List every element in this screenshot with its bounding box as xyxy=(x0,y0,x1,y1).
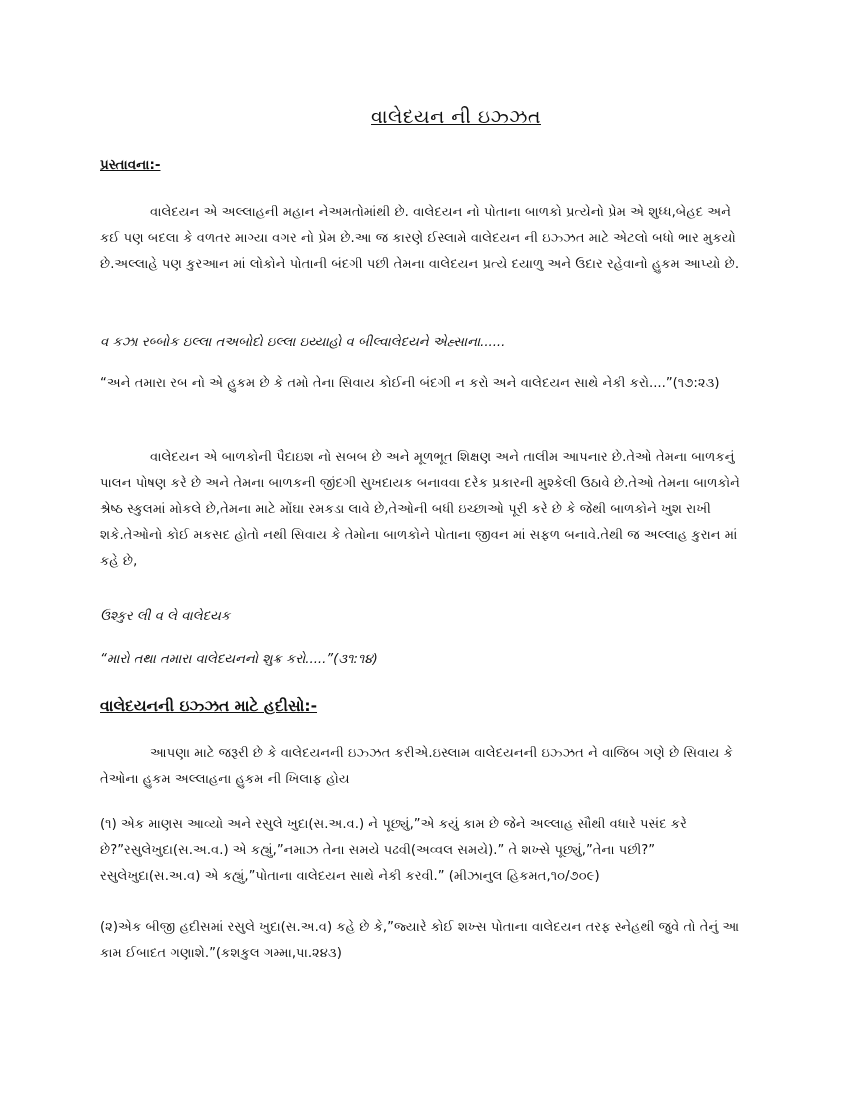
hadith-item: (૧) એક માણસ આવ્યો અને રસુલે ખુદા(સ.અ.વ.) ને પૂછ્યું,”એ કયું કામ છે જેને અલ્લાહ સૌથી વધારે પસંદ કરે છે?”રસુલેખુદા(સ.અ.વ.) એ કહ્યું,”નમાઝ તેના સમયે પઢવી(અવ્વલ સમયે).” તે શખ્સે પૂછ્યું,”તેના પછી?” રસુલેખુદા(સ.અ.વ) એ કહ્યું,”પોતાના વાલેદયન સાથે નેકી કરવી.” (મીઝાનુલ હિકમત,૧૦/૭૦૯) xyxy=(100,817,687,884)
parents-paragraph: વાલેદયન એ બાળકોની પૈદાઇશ નો સબબ છે અને મૂળભૂત શિક્ષણ અને તાલીમ આપનાર છે.તેઓ તેમના બાળકનું પાલન પોષણ કરે છે અને તેમના બાળકની જીંદગી સુખદાયક બનાવવા દરેક પ્રકારની મુશ્કેલી ઉઠાવે છે.તેઓ તેમના બાળકોને શ્રેષ્ઠ સ્કુલમાં મોકલે છે,તેમના માટે મોંઘા રમકડા લાવે છે,તેઓની બધી ઇચ્છાઓ પૂરી કરે છે કે જેથી બાળકોને ખુશ રાખી શકે.તેઓનો કોઈ મકસદ હોતો નથી સિવાય કે તેમોના બાળકોને પોતાના જીવન માં સફળ બનાવે.તેથી જ અલ્લાહ કુરાન માં કહે છે, xyxy=(100,450,740,569)
verse-translation-2: “મારો તથા તમારા વાલેદયનનો શુક્ર કરો.....”(૩૧:૧૪) xyxy=(100,652,378,667)
verse-transliteration: વ કઝા રબ્બોક ઇલ્લા તઅબોદો ઇલ્લા ઇય્યાહો વ બીલ્વાલેદયને એહ્સાના...... xyxy=(100,335,506,350)
verse-transliteration-2: ઉશ્કુર લી વ લે વાલેદયક xyxy=(100,609,231,624)
page-title: વાલેદયન ની ઇઝ્ઝત xyxy=(371,106,541,128)
verse-translation: “અને તમારા રબ નો એ હુકમ છે કે તમો તેના સિવાય કોઈની બંદગી ન કરો અને વાલેદયન સાથે નેકી કરો....”(૧૭:૨૩) xyxy=(100,376,720,391)
hadith-intro-paragraph: આપણા માટે જરૂરી છે કે વાલેદયનની ઇઝ્ઝત કરીએ.ઇસ્લામ વાલેદયનની ઇઝ્ઝત ને વાજિબ ગણે છે સિવાય કે તેઓના હુકમ અલ્લાહના હુકમ ની ખિલાફ હોય xyxy=(100,746,733,787)
intro-heading: પ્રસ્તાવના:- xyxy=(100,157,161,173)
hadith-item: (૨)એક બીજી હદીસમાં રસુલે ખુદા(સ.અ.વ) કહે છે કે,”જ્યારે કોઈ શખ્સ પોતાના વાલેદયન તરફ સ્નેહથી જુવે તો તેનું આ કામ ઈબાદત ગણાશે.”(કશકુલ ગમ્મા,પા.૨૪૩) xyxy=(100,920,740,961)
hadith-heading: વાલેદયનની ઇઝ્ઝત માટે હદીસો:- xyxy=(100,697,318,715)
intro-paragraph: વાલેદયન એ અલ્લાહની મહાન નેઅમતોમાંથી છે. વાલેદયન નો પોતાના બાળકો પ્રત્યેનો પ્રેમ એ શુધ્ધ,બેહદ અને કઈ પણ બદલા કે વળતર માગ્યા વગર નો પ્રેમ છે.આ જ કારણે ઈસ્લામે વાલેદયન ની ઇઝ્ઝત માટે એટલો બધો ભાર મુકયો છે.અલ્લાહે પણ કુરઆન માં લોકોને પોતાની બંદગી પછી તેમના વાલેદયન પ્રત્યે દયાળુ અને ઉદાર રહેવાનો હુકમ આપ્યો છે. xyxy=(100,205,740,272)
